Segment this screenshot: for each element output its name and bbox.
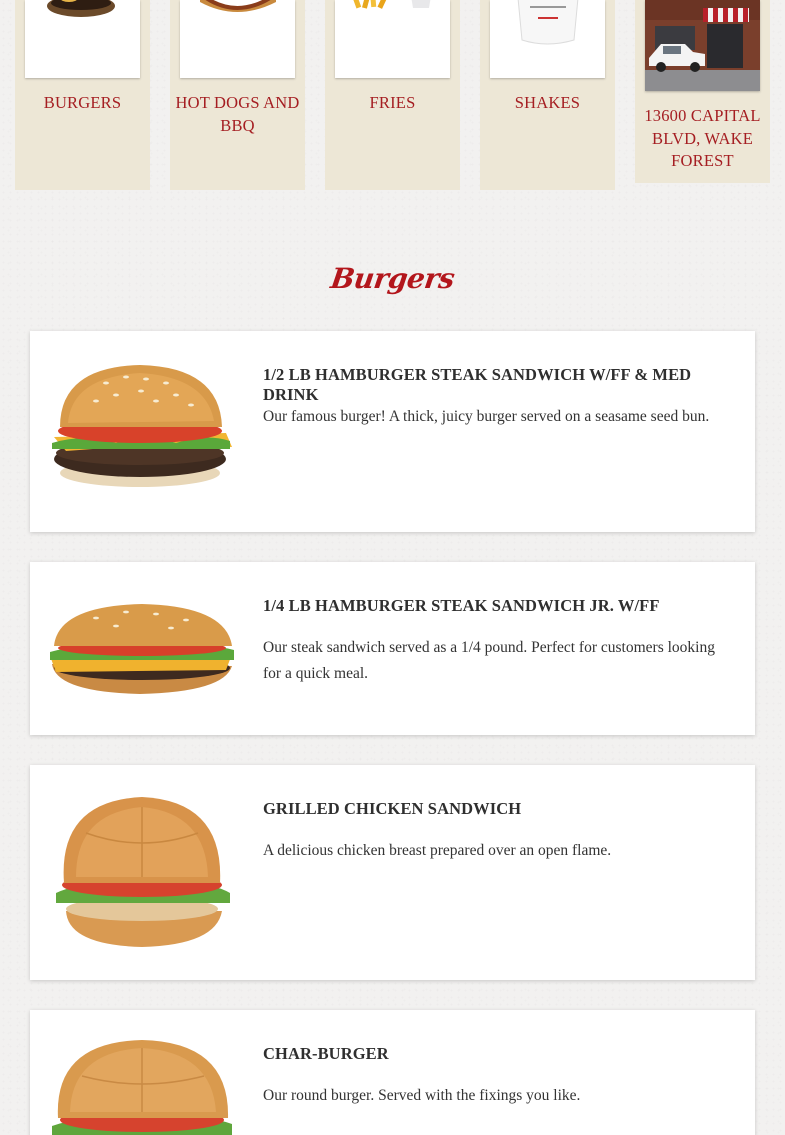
menu-item[interactable] xyxy=(30,765,755,980)
item-description: A delicious chicken breast prepared over an open flame. xyxy=(263,842,612,859)
item-description: Our steak sandwich served as a 1/4 pound. Perfect for customers looking for a quick meal. xyxy=(263,639,715,682)
category-hotdogs-bbq[interactable] xyxy=(170,0,305,190)
category-label: BURGERS xyxy=(43,93,122,112)
char-burger-image xyxy=(46,1040,236,1135)
item-description: Our round burger. Served with the fixings you like. xyxy=(263,1087,581,1104)
item-name: GRILLED CHICKEN SANDWICH xyxy=(263,799,522,818)
steak-sandwich-image xyxy=(46,600,236,700)
category-nav xyxy=(0,0,785,200)
menu-item[interactable] xyxy=(30,562,755,735)
category-location[interactable] xyxy=(635,0,770,183)
category-label: FRIES xyxy=(369,93,416,112)
burger-thumbnail xyxy=(25,0,140,78)
category-burgers[interactable] xyxy=(15,0,150,190)
item-name: CHAR-BURGER xyxy=(263,1044,389,1063)
storefront-photo xyxy=(645,0,760,91)
chicken-sandwich-image xyxy=(46,793,236,953)
category-fries[interactable] xyxy=(325,0,460,190)
item-description: Our famous burger! A thick, juicy burger served on a seasame seed bun. xyxy=(263,408,710,425)
sesame-burger-image xyxy=(46,361,236,491)
menu-item[interactable] xyxy=(30,331,755,532)
category-label: SHAKES xyxy=(514,93,581,112)
category-label: HOT DOGS AND BBQ xyxy=(175,93,300,135)
shake-thumbnail xyxy=(490,0,605,78)
category-label: 13600 CAPITAL BLVD, WAKE FOREST xyxy=(644,106,761,170)
item-name: 1/2 LB HAMBURGER STEAK SANDWICH W/FF & MED DRINK xyxy=(263,365,692,404)
fries-thumbnail xyxy=(335,0,450,78)
section-title: Burgers xyxy=(328,262,457,295)
item-name: 1/4 LB HAMBURGER STEAK SANDWICH JR. W/FF xyxy=(263,596,660,615)
hotdog-thumbnail xyxy=(180,0,295,78)
menu-item[interactable] xyxy=(30,1010,755,1135)
category-shakes[interactable] xyxy=(480,0,615,190)
